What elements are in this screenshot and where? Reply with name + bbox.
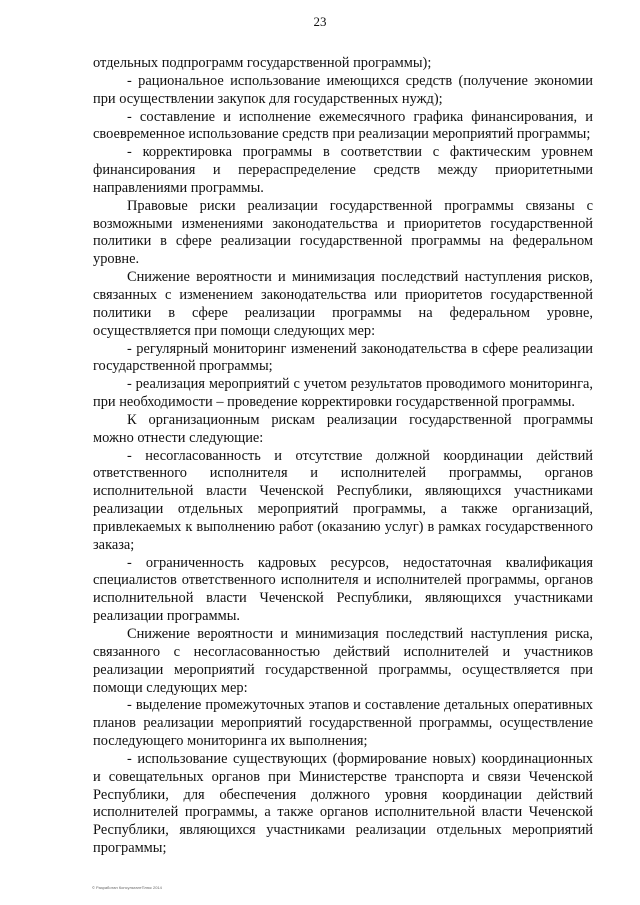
paragraph: К организационным рискам реализации государственной программы можно отнести следующие: bbox=[93, 411, 593, 446]
list-item: - реализация мероприятий с учетом результатов проводимого мониторинга, при необходимости – проведение корректировки государственной программы. bbox=[93, 376, 593, 411]
list-item: - несогласованность и отсутствие должной координации действий ответственного исполнителя и исполнителей программы, органов исполнительной власти Чеченской Республики, являющихся участниками реализации отдельных мероприятий программы, а также организаций, привлекаемых к выполнению работ (оказанию услуг) в рамках государственного заказа; bbox=[93, 447, 593, 553]
paragraph: Снижение вероятности и минимизация последствий наступления риска, связанного с несогласованностью действий исполнителей и участников реализации мероприятий государственной программы, осуществляется при помощи следующих мер: bbox=[93, 626, 593, 696]
page-number: 23 bbox=[313, 14, 327, 29]
document-body bbox=[93, 55, 593, 858]
list-item: - составление и исполнение ежемесячного графика финансирования, и своевременное использование средств при реализации мероприятий программы; bbox=[93, 108, 593, 143]
list-item: - выделение промежуточных этапов и составление детальных оперативных планов реализации мероприятий государственной программы, осуществление последующего мониторинга их выполнения; bbox=[93, 697, 593, 750]
list-item: - использование существующих (формирование новых) координационных и совещательных органов при Министерстве транспорта и связи Чеченской Республики, для обеспечения должного уровня координации действий исполнителей программы, а также органов исполнительной власти Чеченской Республики, являющихся участниками реализации отдельных мероприятий программы; bbox=[93, 750, 593, 857]
footer-note: © Разработан КонсультантПлюс 2014 bbox=[92, 885, 162, 890]
paragraph: Правовые риски реализации государственной программы связаны с возможными изменениями законодательства и приоритетов государственной политики в сфере реализации государственной программы на федеральном уровне. bbox=[93, 197, 593, 268]
list-item: - ограниченность кадровых ресурсов, недостаточная квалификация специалистов ответственного исполнителя и исполнителей программы, органов исполнительной власти Чеченской Республики, являющихся участниками реализации программы. bbox=[93, 554, 593, 625]
list-item: - регулярный мониторинг изменений законодательства в сфере реализации государственной программы; bbox=[93, 340, 593, 375]
paragraph: Снижение вероятности и минимизация последствий наступления рисков, связанных с изменением законодательства или приоритетов государственной политики в сфере реализации программы на федеральном уровне, осуществляется при помощи следующих мер: bbox=[93, 269, 593, 339]
list-item: - корректировка программы в соответствии с фактическим уровнем финансирования и перераспределение средств между приоритетными направлениями программы. bbox=[93, 144, 593, 196]
list-item: - рациональное использование имеющихся средств (получение экономии при осуществлении закупок для государственных нужд); bbox=[93, 72, 593, 107]
paragraph: отдельных подпрограмм государственной программы); bbox=[93, 55, 432, 71]
